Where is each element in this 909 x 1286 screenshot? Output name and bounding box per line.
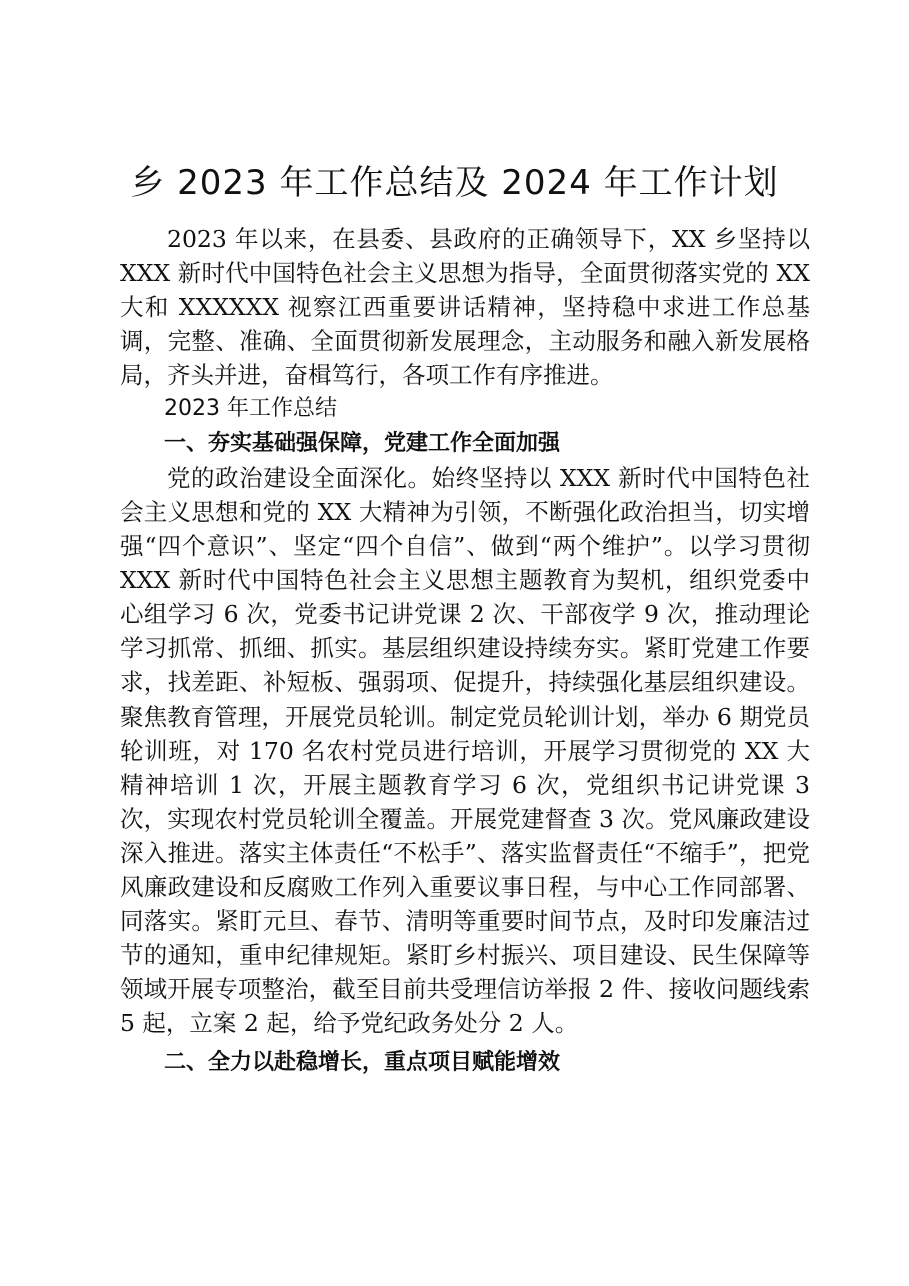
subsection-heading-1: 一、夯实基础强保障，党建工作全面加强 [164,430,561,456]
body-paragraph-1: 党的政治建设全面深化。始终坚持以 XXX 新时代中国特色社会主义思想和党的 XX 大精神为引领，不断强化政治担当，切实增强“四个意识”、坚定“四个自信”、做到“两个维护”。以学习贯彻 XXX 新时代中国特色社会主义思想主题教育为契机，组织党委中心组学习 6 次，党委书记讲党课 2 次、干部夜学 9 次，推动理论学习抓常、抓细、抓实。基层组织建设持续夯实。紧盯党建工作要求，找差距、补短板、强弱项、促提升，持续强化基层组织建设。聚焦教育管理，开展党员轮训。制定党员轮训计划，举办 6 期党员轮训班，对 170 名农村党员进行培训，开展学习贯彻党的 XX 大精神培训 1 次，开展主题教育学习 6 次，党组织书记讲党课 3 次，实现农村党员轮训全覆盖。开展党建督查 3 次。党风廉政建设深入推进。落实主体责任“不松手”、落实监督责任“不缩手”，把党风廉政建设和反腐败工作列入重要议事日程，与中心工作同部署、同落实。紧盯元旦、春节、清明等重要时间节点，及时印发廉洁过节的通知，重申纪律规矩。紧盯乡村振兴、项目建设、民生保障等领域开展专项整治，截至目前共受理信访举报 2 件、接收问题线索 5 起，立案 2 起，给予党纪政务处分 2 人。 [120,463,810,1038]
document-body [120,222,810,1081]
section-heading: 2023 年工作总结 [164,396,337,422]
document-title: 乡 2023 年工作总结及 2024 年工作计划 [130,163,779,203]
intro-paragraph: 2023 年以来，在县委、县政府的正确领导下，XX 乡坚持以 XXX 新时代中国特色社会主义思想为指导，全面贯彻落实党的 XX 大和 XXXXXX 视察江西重要讲话精神，坚持稳中求进工作总基调，完整、准确、全面贯彻新发展理念，主动服务和融入新发展格局，齐头并进，奋楫笃行，各项工作有序推进。 [120,225,810,390]
subsection-heading-2: 二、全力以赴稳增长，重点项目赋能增效 [164,1050,561,1076]
